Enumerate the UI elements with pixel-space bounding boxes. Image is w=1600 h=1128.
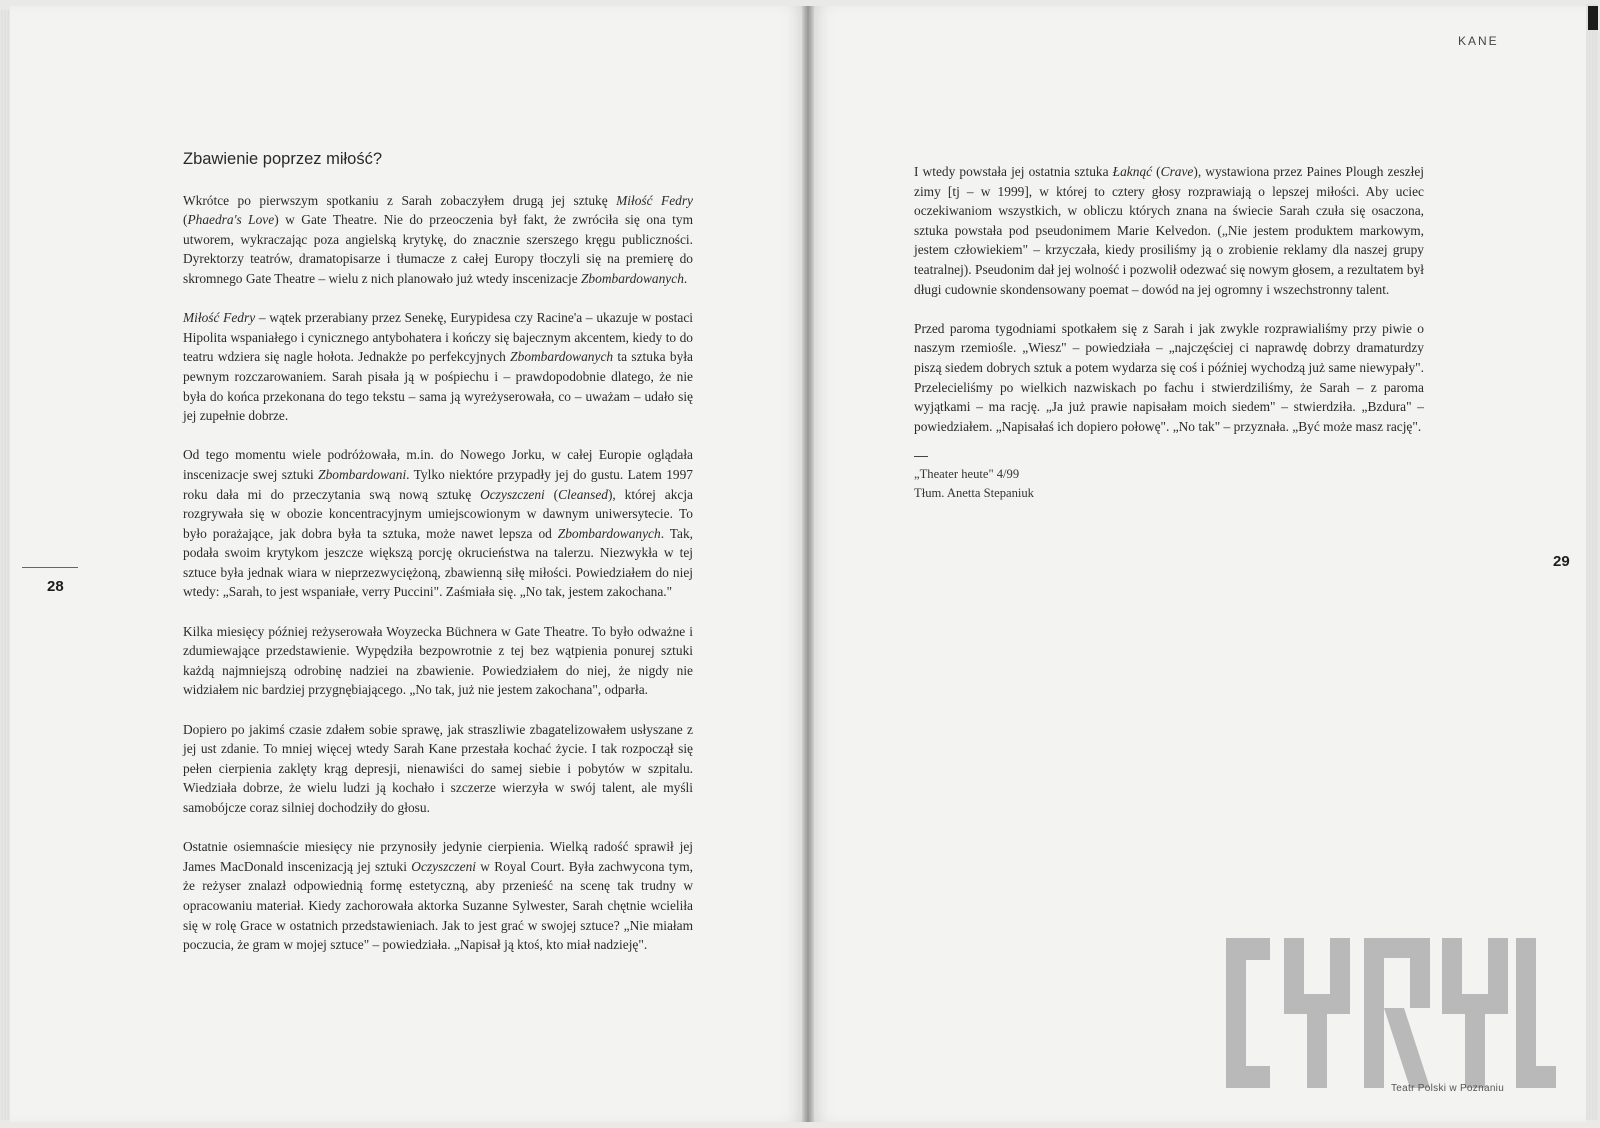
left-text-column (183, 150, 693, 974)
italic-title: Miłość Fedry (183, 310, 256, 326)
cyryl-logo (1226, 938, 1556, 1088)
left-paragraph: Od tego momentu wiele podróżowała, m.in. do Nowego Jorku, w całej Europie oglądała inscenizacje swej sztuki Zbombardowani. Tylko niektóre przypadły jej do gustu. Latem 1997 roku dała mi do przeczytania swą nową sztukę Oczyszczeni (Cleansed), której akcja rozgrywała się w obozie koncentracyjnym umiejscowionym w dawnym uniwersytecie. To było porażające, jak dobra była ta sztuka, może nawet lepsza od Zbombardowanych. Tak, podała swoim krytykom jeszcze większą porcję okrucieństwa na talerzu. Niezwykła w tej sztuce była jednak wiara w nieprzezwyciężoną, zbawienną siłę miłości. Powiedziałem do niej wtedy: „Sarah, to jest wspaniałe, verry Puccini". Zaśmiała się. „No tak, jestem zakochana." (183, 447, 694, 600)
right-paragraph: Przed paroma tygodniami spotkałem się z Sarah i jak zwykle rozprawialiśmy przy piwie o naszym rzemiośle. „Wiesz" – powiedziała – „najczęściej ci naprawdę dobrzy dramaturdzy piszą siedem dobrych sztuk a potem wydarza się coś i później wychodzą już same niewypały". Przelecieliśmy po wielkich nazwiskach po fachu i stwierdziliśmy, że Sarah – z paroma wyjątkami – ma rację. „Ja już prawie napisałam moich siedem" – stwierdziła. „Bzdura" – powiedziałem. „Napisałaś ich dopiero połowę". „No tak" – przyznała. „Być może masz rację". (914, 320, 1424, 434)
corner-mark (1588, 6, 1598, 30)
page-number-rule (22, 567, 78, 568)
italic-title: Phaedra's Love (187, 212, 275, 228)
source-separator (914, 456, 928, 457)
left-paragraph: Miłość Fedry – wątek przerabiany przez Senekę, Eurypidesa czy Racine'a – ukazuje w postaci Hipolita wspaniałego i cynicznego antybohatera i kończy się bajecznym akcentem, kiedy to do teatru wdziera się nagle hołota. Jednakże po perfekcyjnych Zbombardowanych ta sztuka była pewnym rozczarowaniem. Sarah pisała ją w pośpiechu i – prawdopodobnie dlatego, że nie była do końca przekonana do tego tekstu – sama ją wyreżyserowała, co – uważam – udało się jej zupełnie dobrze. (183, 310, 694, 424)
italic-title: Cleansed (558, 486, 608, 502)
italic-title: Łaknąć (1112, 164, 1153, 179)
left-paragraph: Ostatnie osiemnaście miesięcy nie przynosiły jedynie cierpienia. Wielką radość sprawił jej James MacDonald inscenizacją jej sztuki Oczyszczeni w Royal Court. Była zachwycona tym, że reżyser znalazł odpowiednią formę estetyczną, aby przenieść na scenę tak trudny w opracowaniu materiał. Kiedy zachorowała aktorka Suzanne Sylwester, Sarah chętnie wcieliła się w rolę Grace w ostatnich przedstawieniach. Jak to jest grać w swojej sztuce? „Nie miałam poczucia, że gram w mojej sztuce" – powiedziała. „Napisał ją ktoś, kto miał nadzieję". (183, 839, 693, 953)
italic-title: Zbombardowanych (557, 525, 661, 541)
page-edges-right (1586, 4, 1598, 1120)
translator-line: Tłum. Anetta Stepaniuk (914, 485, 1034, 500)
left-paragraphs (183, 191, 693, 955)
logo-caption: Teatr Polski w Poznaniu (1391, 1083, 1505, 1094)
right-text-column (914, 162, 1424, 503)
italic-title: Oczyszczeni (480, 486, 545, 502)
page-number-right: 29 (1553, 553, 1570, 570)
running-head: KANE (1458, 34, 1499, 48)
italic-title: Zbombardowanych (510, 349, 614, 365)
left-paragraph: Wkrótce po pierwszym spotkaniu z Sarah zobaczyłem drugą jej sztukę Miłość Fedry (Phaedra's Love) w Gate Theatre. Nie do przeoczenia był fakt, że zwróciła się ona tym utworem, wykraczając poza angielską krytykę, do znacznie szerszego kręgu publiczności. Dyrektorzy teatrów, dramatopisarze i tłumacze z całej Europy tłoczyli się na premierę do skromnego Gate Theatre – wielu z nich planowało już wtedy inscenizacje Zbombardowanych. (183, 192, 693, 286)
left-paragraph: Kilka miesięcy później reżyserowała Woyzecka Büchnera w Gate Theatre. To było odważne i zdumiewające przedstawienie. Wypędziła bezpowrotnie z tej bez wątpienia ponurej sztuki każdą najmniejszą odrobinę nadziei na zbawienie. Powiedziałem do niej, że nigdy nie widziałem nic bardziej przygnębiającego. „No tak, już nie jestem zakochana", odparła. (183, 623, 693, 698)
article-heading: Zbawienie poprzez miłość? (183, 150, 383, 168)
italic-title: Zbombardowani (318, 466, 407, 482)
italic-title: Oczyszczeni (411, 858, 476, 874)
italic-title: Zbombardowanych (580, 270, 684, 286)
italic-title: Crave (1160, 164, 1194, 179)
page-number-left: 28 (47, 578, 64, 595)
book-gutter (802, 6, 814, 1122)
right-paragraphs (914, 162, 1424, 436)
right-paragraph: I wtedy powstała jej ostatnia sztuka Łaknąć (Crave), wystawiona przez Paines Plough zeszłej zimy [tj – w 1999], w której to cztery głosy rozprawiają o lepszej miłości. Aby uciec oczekiwaniom wszystkich, w obliczu których znana na świecie Sarah czuła się osaczona, sztuka powstała pod pseudonimem Marie Kelvedon. („Nie jestem produktem markowym, jestem człowiekiem" – krzyczała, kiedy prosiliśmy ją o zrobienie reklamy dla naszej grupy teatralnej). Pseudonim dał jej wolność i pozwolił odezwać się nowym głosem, a rezultatem był długi cudownie skondensowany poemat – dowód na jej ogromny i wszechstronny talent. (914, 164, 1424, 297)
left-paragraph: Dopiero po jakimś czasie zdałem sobie sprawę, jak straszliwie zbagatelizowałem usłyszane z jej ust zdanie. To mniej więcej wtedy Sarah Kane przestała kochać życie. I tak rozpoczął się pełen cierpienia zaklęty krąg depresji, nienawiści do samej siebie i pobytów w szpitalu. Wiedziała dobrze, że wielu ludzi ją kochało i szczerze wierzyła w swój talent, ale myśli samobójcze coraz silniej dochodziły do głosu. (183, 721, 693, 815)
italic-title: Miłość Fedry (616, 192, 693, 208)
source-line: „Theater heute" 4/99 (914, 466, 1020, 481)
